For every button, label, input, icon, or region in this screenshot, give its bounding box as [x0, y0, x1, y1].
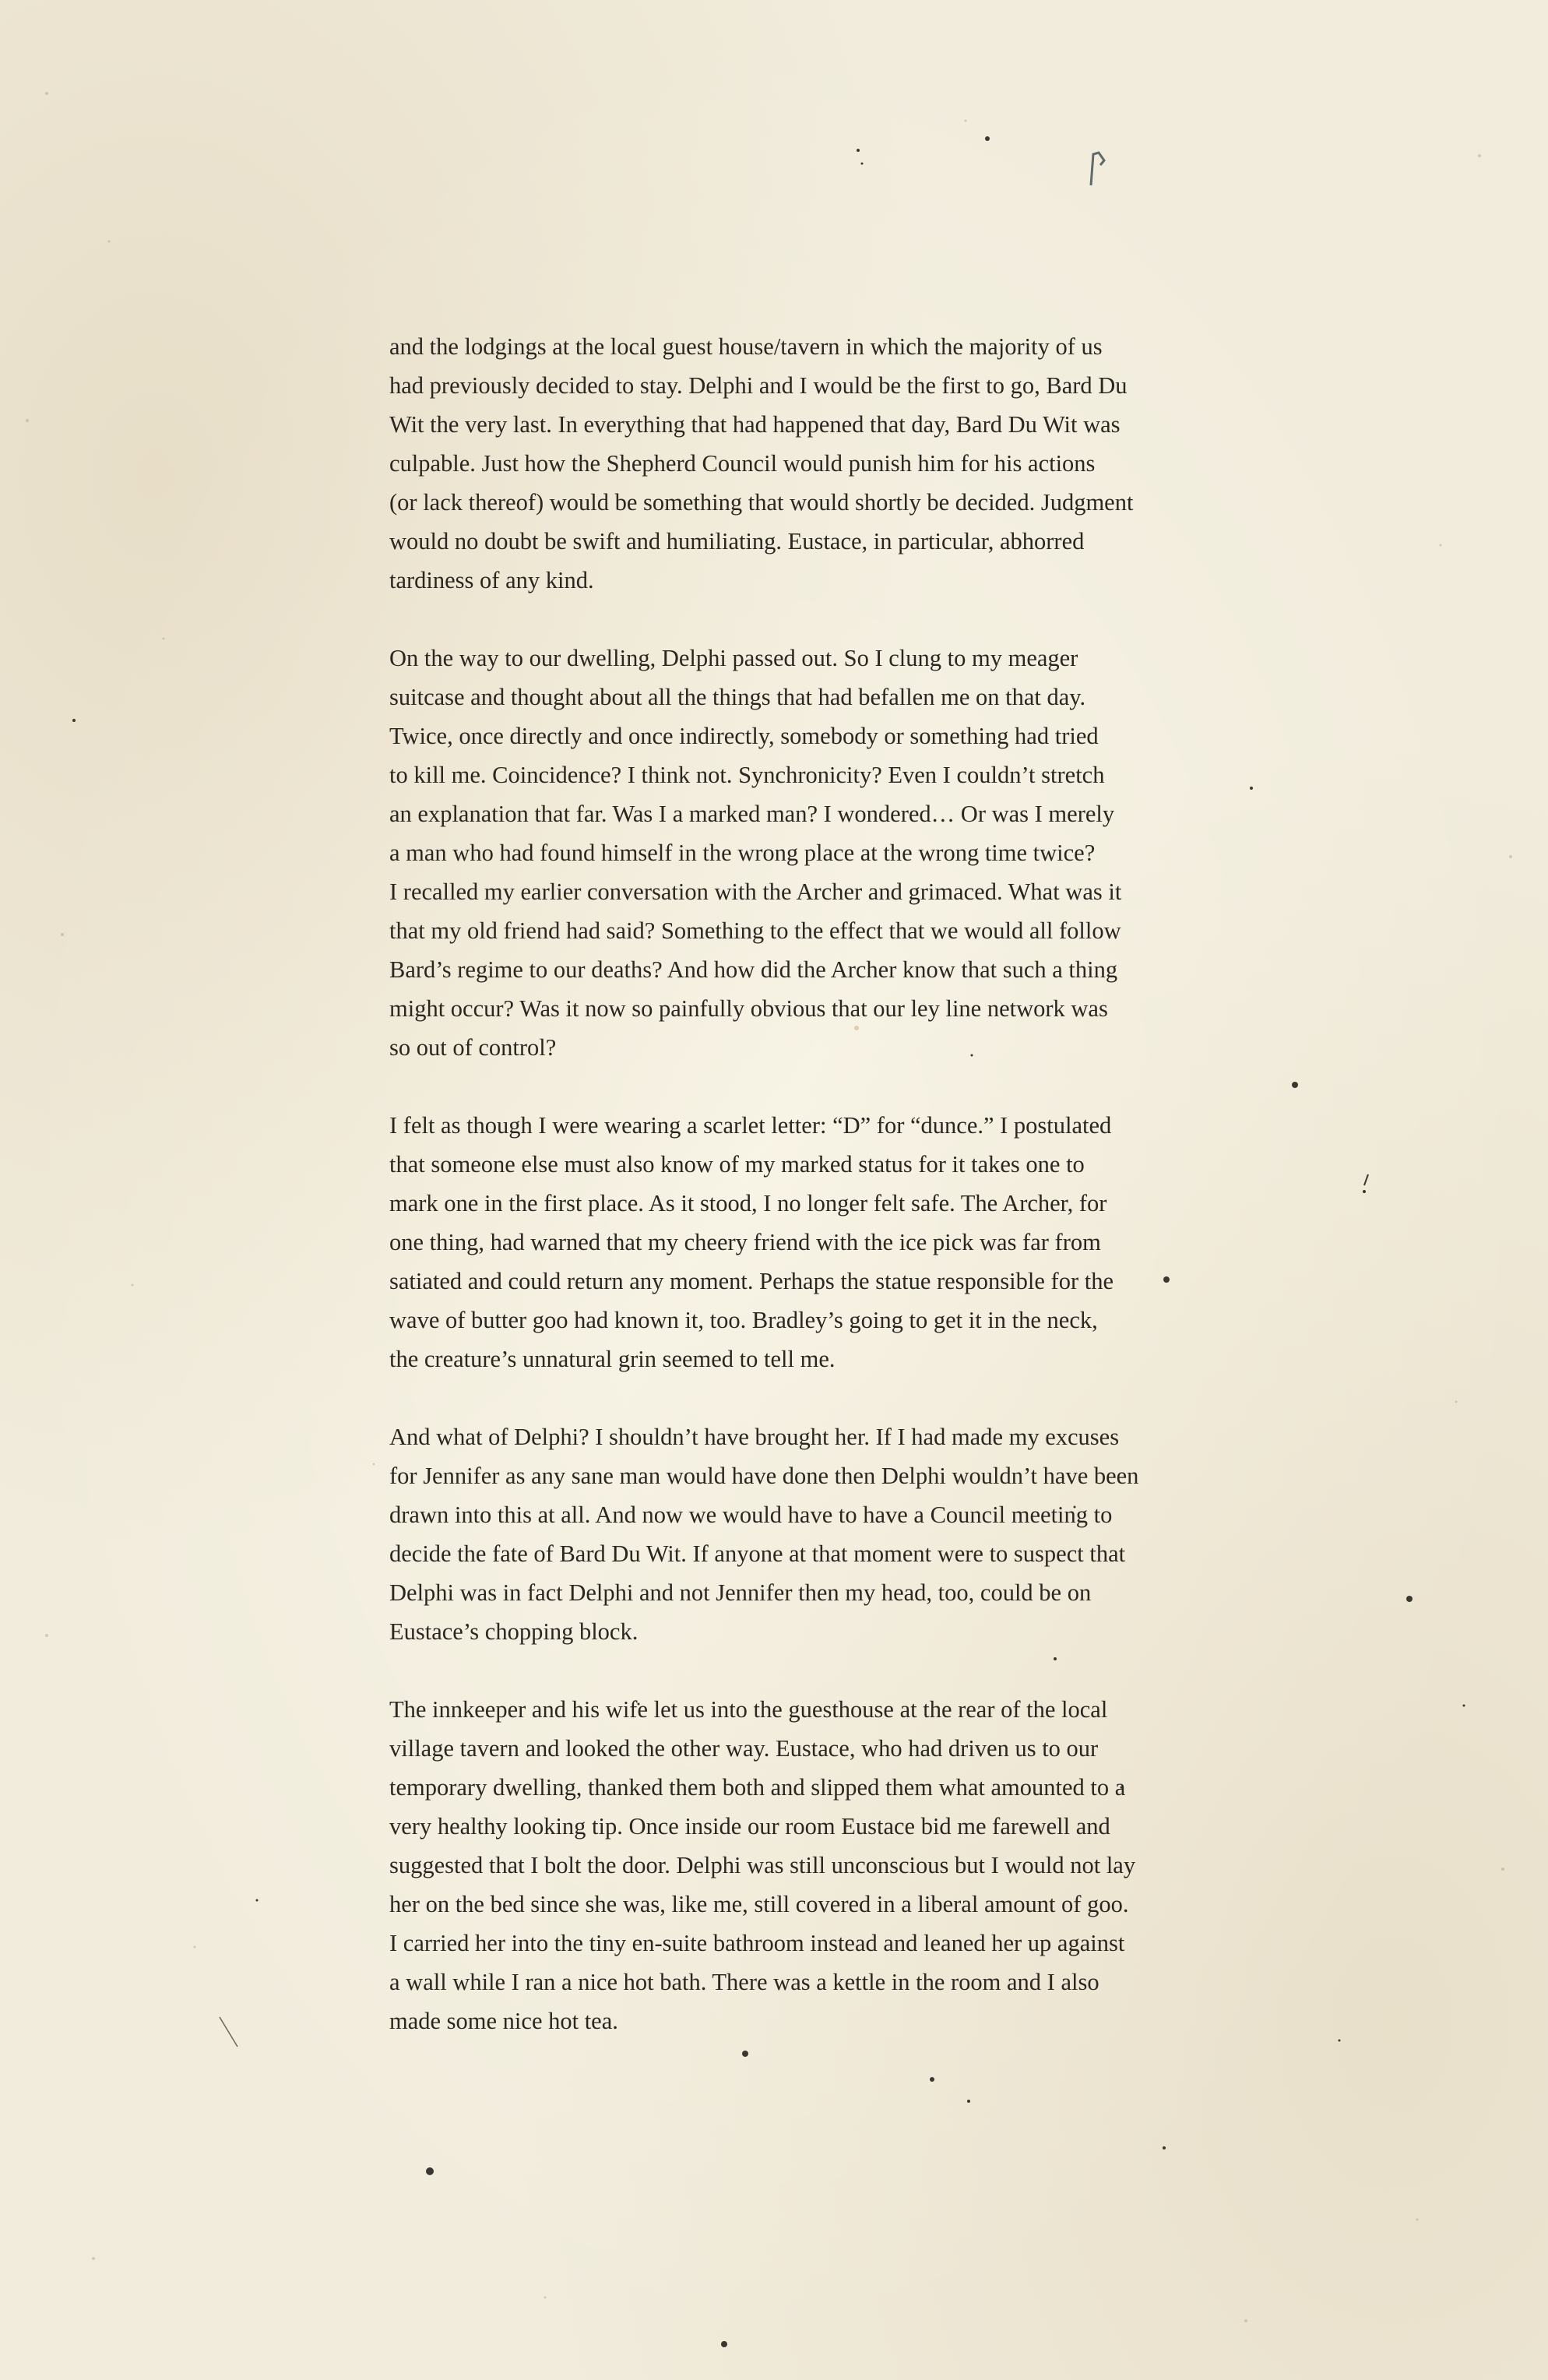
- text-line: had previously decided to stay. Delphi and I would be the first to go, Bard Du: [389, 372, 1128, 399]
- text-line: I felt as though I were wearing a scarlet letter: “D” for “dunce.” I postulated: [389, 1112, 1112, 1139]
- text-line: mark one in the first place. As it stood, I no longer felt safe. The Archer, for: [389, 1190, 1107, 1216]
- paragraph: [389, 1690, 1238, 2040]
- text-line: satiated and could return any moment. Perhaps the statue responsible for the: [389, 1268, 1114, 1294]
- text-line: suitcase and thought about all the things that had befallen me on that day.: [389, 684, 1086, 710]
- text-line: that my old friend had said? Something to the effect that we would all follow: [389, 917, 1121, 944]
- text-line: wave of butter goo had known it, too. Bradley’s going to get it in the neck,: [389, 1307, 1098, 1333]
- text-line: Twice, once directly and once indirectly, somebody or something had tried: [389, 723, 1099, 749]
- text-line: village tavern and looked the other way. Eustace, who had driven us to our: [389, 1735, 1099, 1762]
- text-line: made some nice hot tea.: [389, 2008, 618, 2034]
- text-line: very healthy looking tip. Once inside our room Eustace bid me farewell and: [389, 1813, 1110, 1840]
- text-line: I carried her into the tiny en-suite bathroom instead and leaned her up against: [389, 1930, 1125, 1956]
- text-line: that someone else must also know of my marked status for it takes one to: [389, 1151, 1085, 1178]
- text-line: decide the fate of Bard Du Wit. If anyone at that moment were to suspect that: [389, 1540, 1126, 1567]
- text-line: the creature’s unnatural grin seemed to tell me.: [389, 1346, 836, 1372]
- text-line: Bard’s regime to our deaths? And how did the Archer know that such a thing: [389, 956, 1118, 983]
- text-line: tardiness of any kind.: [389, 567, 594, 593]
- text-line: culpable. Just how the Shepherd Council would punish him for his actions: [389, 450, 1096, 477]
- text-line: a wall while I ran a nice hot bath. There was a kettle in the room and I also: [389, 1969, 1099, 1995]
- ink-mark: [1091, 153, 1104, 185]
- text-line: The innkeeper and his wife let us into the guesthouse at the rear of the local: [389, 1696, 1108, 1723]
- text-line: drawn into this at all. And now we would have to have a Council meeting to: [389, 1502, 1113, 1528]
- text-line: so out of control?: [389, 1034, 557, 1061]
- text-line: her on the bed since she was, like me, still covered in a liberal amount of goo.: [389, 1891, 1129, 1917]
- paragraph: [389, 1417, 1238, 1651]
- text-line: for Jennifer as any sane man would have done then Delphi wouldn’t have been: [389, 1463, 1139, 1489]
- paragraph: [389, 327, 1238, 600]
- body-text: [389, 327, 1238, 2079]
- text-line: Delphi was in fact Delphi and not Jennifer then my head, too, could be on: [389, 1579, 1092, 1606]
- text-line: Eustace’s chopping block.: [389, 1618, 639, 1645]
- text-line: On the way to our dwelling, Delphi passed out. So I clung to my meager: [389, 645, 1078, 671]
- text-line: I recalled my earlier conversation with the Archer and grimaced. What was it: [389, 878, 1122, 905]
- paragraph: [389, 1106, 1238, 1378]
- text-line: (or lack thereof) would be something that would shortly be decided. Judgment: [389, 489, 1134, 516]
- scratch-mark: [1364, 1174, 1368, 1185]
- text-line: an explanation that far. Was I a marked man? I wondered… Or was I merely: [389, 801, 1115, 827]
- text-line: to kill me. Coincidence? I think not. Synchronicity? Even I couldn’t stretch: [389, 762, 1105, 788]
- text-line: And what of Delphi? I shouldn’t have brought her. If I had made my excuses: [389, 1424, 1120, 1450]
- text-line: a man who had found himself in the wrong place at the wrong time twice?: [389, 840, 1096, 866]
- text-line: and the lodgings at the local guest house/tavern in which the majority of us: [389, 333, 1103, 360]
- scratch-mark: [220, 2017, 237, 2047]
- text-line: suggested that I bolt the door. Delphi was still unconscious but I would not lay: [389, 1852, 1136, 1878]
- text-line: temporary dwelling, thanked them both and slipped them what amounted to a: [389, 1774, 1126, 1801]
- text-line: one thing, had warned that my cheery friend with the ice pick was far from: [389, 1229, 1101, 1255]
- text-line: would no doubt be swift and humiliating. Eustace, in particular, abhorred: [389, 528, 1085, 555]
- text-line: might occur? Was it now so painfully obvious that our ley line network was: [389, 995, 1108, 1022]
- text-line: Wit the very last. In everything that had happened that day, Bard Du Wit was: [389, 411, 1121, 438]
- paragraph: [389, 639, 1238, 1067]
